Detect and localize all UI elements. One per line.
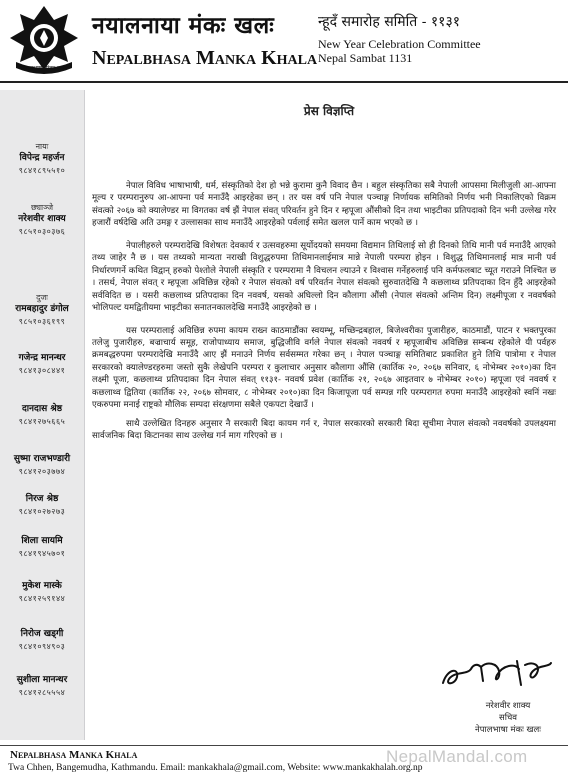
member-role: दुजः [36,293,48,302]
org-title-latin: Nepalbhasa Manka Khala [92,47,318,69]
body-paragraph: नेपाल विविध भाषाभाषी, धर्म, संस्कृतिको देश हो भन्ने कुरामा कुनै विवाद छैन । बहुल संस्कृतिका सबै नेपाली आपसमा मिलीजुली आ-आफ्ना मूल्य र परम्परानुरुप आ-आफ्ना पर्व मनाउँदै आइरहेका छन् । तर यस वर्ष पनि नेपाल पञ्चाङ्ग निर्णायक समितिको निर्णय भनी निकालिएको विक्रम संवत्को २०६७ को क्यालेण्डर मा विगतका वर्ष झैं नेपाल संवत् परिवर्तन हुने दिन र म्हपूजा औंसीको दिन तथा भाइटीका प्रतिपदाको दिन भनी उल्लेख गरेर हजारौं वर्षदेखि अति उमङ्ग र उल्लासका साथ मनाउँदै आइरहेको पर्वलाई समेत खलल पार्ने काम भएको छ । [92,181,556,229]
member-name: सुष्मा राजभण्डारी [13,454,71,464]
member-phone: ९८४१०२७२७३ [18,507,66,516]
member-name: दानदास श्रेष्ठ [21,404,63,414]
signer-block [458,700,558,736]
document-title: प्रेस विज्ञप्ति [303,104,355,118]
member-phone: ९८४१८९५५१० [18,166,66,175]
member-phone: ९८५१०३६१९९ [18,317,66,326]
member-entry [0,293,84,327]
member-phone: ९८४१३०८४४१ [18,366,66,375]
committee-title-english [318,37,481,65]
org-title-script: नयालनाया मंकः खलः [92,12,275,39]
member-name: सुशीला मानन्धर [16,675,68,685]
member-name: शिला सायमि [21,536,63,546]
member-name: गजेन्द्र मानन्धर [18,353,66,363]
member-phone: ९८४१२०३७७४ [18,467,66,476]
member-name: विपेन्द्र महर्जन [19,153,65,163]
logo-caption: नेपालभाषा मंकः खलः [20,65,68,72]
body-paragraph: नेपालीहरुले परम्परादेखि विशेषतः देवकार्य र उत्सवहरुमा सूर्योदयको समयमा विद्यमान तिथिलाई सो ही दिनको तिथि मानी पर्व मनाउँदै आएको तथ्य जाहेर नै छ । यस तथ्यको मान्यता नराखी विशुद्धरुपमा तिथिमानलाईमात्र मान्ने नेपाली परम्परा होइन । विशुद्ध तिथिमानलाई मात्र मानी पर्व निर्धारणगर्ने कथित विद्वान् हरुको पेश्तोले नेपाली संस्कृति र परम्परामा नै विचलन ल्याउने र विश्वास गर्नेहरुलाई पनि कर्मफलबाट च्यूत गराउने निश्चित छ । तसर्थ, नेपाल संवत् र म्हपूजा अविछिन्न रहेको र नेपाल संवत्को वर्ष परिवर्तन नेपाल संवत्को सुरुवातदेखि नै कछलाथ्व प्रतिपदाका दिन हुँदै आइरहेको सर्वविदित छ । यसरी कछलाथ्व प्रतिपदाका दिन नववर्ष, यसको अघिल्लो दिन कौलागा औंसी (नेपाल संवत्को अन्तिम दिन) लक्ष्मीपूजा र नववर्षको भोलिपल्ट यमद्वितीयमा भाइटीका सनातनकालदेखि मनाउँदै आइरहेको छ । [92,240,556,314]
member-role: छ्याञ्जे [30,203,54,212]
press-release-body [92,180,556,453]
member-entry [0,535,84,559]
member-name: मुकेश मास्के [22,581,62,591]
footer-address: Twa Chhen, Bangemudha, Kathmandu. Email: mankakhala@gmail.com, Website: www.mankakhalah.org.np [8,763,423,773]
member-entry [0,203,84,237]
signer-name: नरेशवीर शाक्य [485,701,531,711]
member-entry [0,493,84,517]
footer-divider [0,745,568,746]
member-entry [0,142,84,176]
committee-name: New Year Celebration Committee [318,37,481,51]
member-entry [0,580,84,604]
member-phone: ९८४१०९४९०३ [18,642,66,651]
member-entry [0,352,84,376]
footer-org-name: Nepalbhasa Manka Khala [10,749,138,761]
member-name: निरोज खड्गी [20,629,64,639]
source-watermark: NepalMandal.com [386,747,528,766]
member-name: रामबहादुर डंगोल [15,304,69,314]
member-role: नायः [35,142,49,151]
header-divider [0,81,568,83]
body-paragraph: साथै उल्लेखित दिनहरु अनुसार नै सरकारी बिदा कायम गर्न र, नेपाल सरकारको सरकारी बिदा सूचीमा नेपाल संवत्को नववर्षको उपलक्ष्यमा सार्वजनिक बिदा किटानका साथ उल्लेख गर्न माग गरिएको छ । [92,418,556,442]
member-entry [0,403,84,427]
member-phone: ९८४१२८५५५४ [18,688,66,697]
body-paragraph: यस परम्परालाई अविछिन्न रुपमा कायम राख्न काठमाडौंका स्वयम्भू, मच्छिन्द्रबहाल, बिजेश्वरीका पुजारीहरु, काठमाडौं, पाटन र भक्तपुरका तलेजु पुजारीहरु, बज्राचार्य समूह, राजोपाध्याय समाज, बुद्धिजीवि वर्गले नेपाल संवत्को नववर्ष र म्हपूजाबीच अविछिन्न सम्बन्ध रहेकोले यी पर्वहरु क्रमबद्धरुपमा परम्परादेखि मनाउँदै आए झैं मनाउने निर्णय सर्वसम्मत गरेका छन् । नेपाल पञ्चाङ्ग समितिबाट प्रकाशित हुने तिथि पात्रोमा र नेपाल सरकारको क्यालेण्डरहरुमा जस्तो सुकै लेखेपनि परम्परा र कुलाचार अनुसार कौलागा औंसि (कार्तिक २०, २०६७ सनिवार, ६ नोभेम्बर २०१०)का दिन लक्ष्मी पूजा, कछलाथ्व प्रतिपदाका दिन नेपाल संवत् ११३१- नववर्ष प्रवेश (कार्तिक २१, २०६७ आइतवार ७ नोभेम्बर २०१०) म्हपूजा एवं नववर्ष र कछलाथ्व द्वितिया (कार्तिक २२, २०६७ सोमवार, ८ नोभेम्बर २०१०)का दिन किजापूजा पर्व सम्पन्न गरि परम्परागत रुपमा मनाउँदै आइरहेको स्वनिं नखः एकरुपमा मनाई राष्ट्रको मौलिक सम्पदा संरक्षणमा सबैले एकपटा देखाउँ । [92,325,556,411]
member-phone: ९८४१२५९१४४ [18,594,66,603]
nepal-sambat-year: Nepal Sambat 1131 [318,51,413,65]
committee-sidebar [0,90,85,740]
member-name: नरेशवीर शाक्य [18,214,66,224]
member-entry [0,628,84,652]
member-entry [0,453,84,477]
member-phone: ९८४१९४५७०१ [18,549,66,558]
committee-title-script: न्हूदँ समारोह समिति - ११३१ [318,14,461,30]
member-phone: ९८५१०३०३७६ [18,227,66,236]
member-name: निरज श्रेष्ठ [25,494,59,504]
handwritten-signature [437,655,557,691]
member-phone: ९८४१२७५६६५ [18,417,66,426]
signer-title: सचिव [498,713,518,723]
signer-organization: नेपालभाषा मंकः खलः [475,725,541,735]
member-entry [0,674,84,698]
